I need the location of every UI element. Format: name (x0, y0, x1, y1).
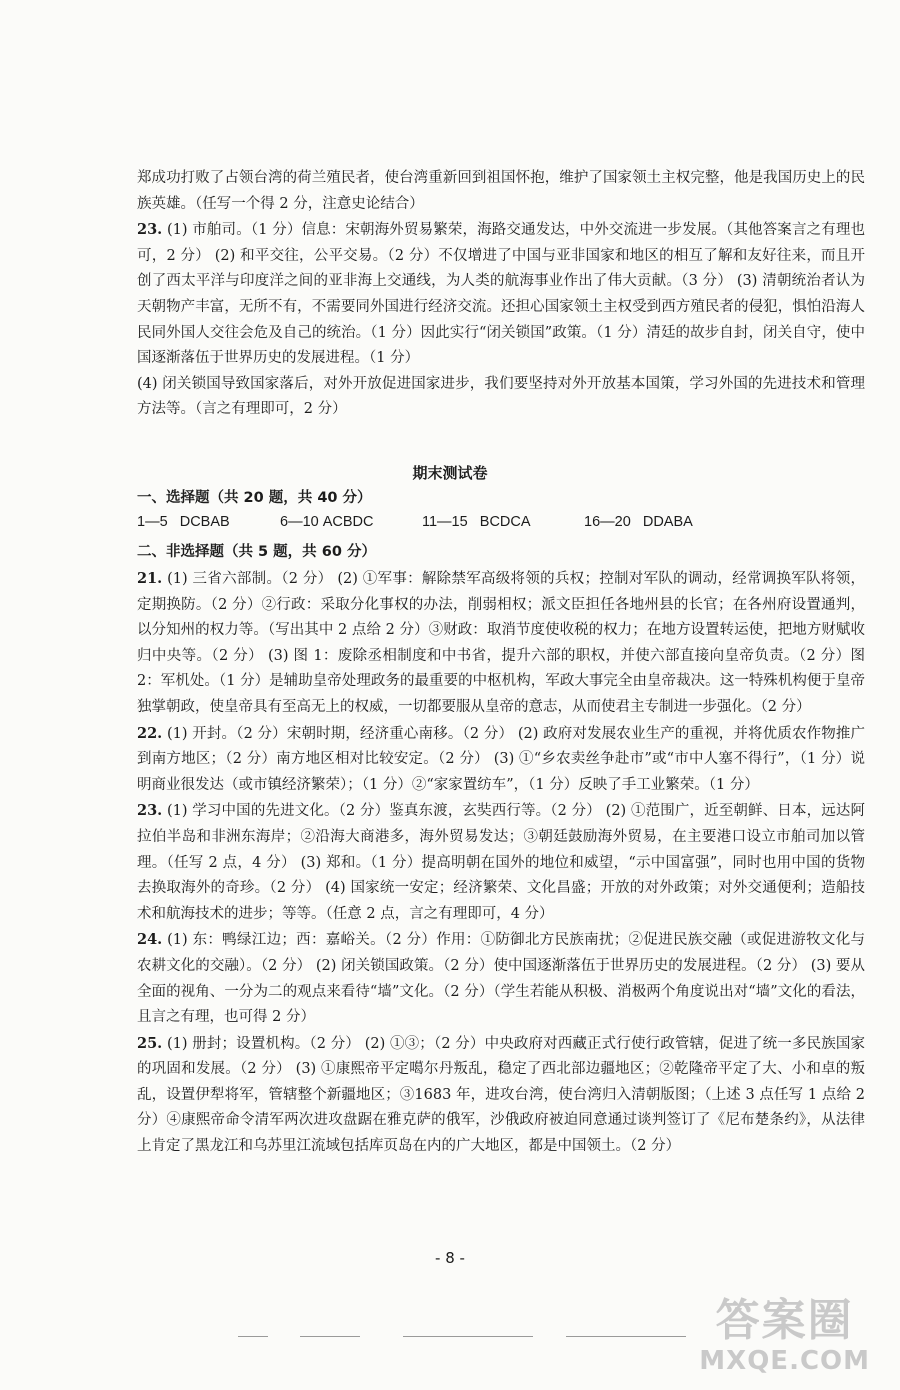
section-heading-nonchoice: 二、非选择题（共 5 题，共 60 分） (137, 544, 376, 560)
watermark-bottom: MXQE.COM (699, 1346, 870, 1376)
choice-letters: ACBDC (322, 514, 374, 530)
answer-text: (1) 三省六部制。（2 分） (2) ①军事：解除禁军高级将领的兵权；控制对军队的调动，经常调换军队将领，定期换防。（2 分）②行政：采取分化事权的办法，削弱相权；派文臣担任各地州县的长官；在各州府设置通判，以分知州的权力等。（写出其中 2 点给 2 分）③财政：取消节度使收税的权力；在地方设置转运使，把地方财赋收归中央等。（2 分） (3) 图 1：废除丞相制度和中书省，提升六部的职权，并使六部直接向皇帝负责。（2 分）图 2：军机处。（1 分）是辅助皇帝处理政务的最重要的中枢机构，军政大事完全由皇帝裁决。这一特殊机构便于皇帝独掌朝政，使皇帝具有至高无上的权威，一切都要服从皇帝的意志，从而使君主专制进一步强化。（2 分） (137, 571, 865, 715)
answer-text: (1) 市舶司。（1 分）信息：宋朝海外贸易繁荣，海路交通发达，中外交流进一步发展。（其他答案言之有理也可，2 分） (2) 和平交往，公平交易。（2 分）不仅增进了中国与亚非国家和地区的相互了解和友好往来，而且开创了西太平洋与印度洋之间的亚非海上交通线，为人类的航海事业作出了伟大贡献。（3 分） (3) 清朝统治者认为天朝物产丰富，无所不有，不需要同外国进行经济交流。还担心国家领土主权受到西方殖民者的侵犯，惧怕沿海人民同外国人交往会危及自己的统治。（1 分）因此实行“闭关锁国”政策。（1 分）清廷的故步自封，闭关自守，使中国逐渐落伍于世界历史的发展进程。（1 分） (137, 222, 865, 367)
exam-title: 期末测试卷 (412, 464, 488, 482)
section-heading-choice: 一、选择题（共 20 题，共 40 分） (137, 490, 372, 506)
answer-q23-prev (137, 217, 865, 372)
question-number: 23. (137, 802, 163, 820)
page-number: - 8 - (435, 1249, 465, 1267)
choice-answer-group (584, 514, 693, 530)
scan-line (566, 1336, 686, 1337)
scan-line (238, 1336, 268, 1337)
answer-item (137, 1031, 865, 1160)
question-number: 23. (137, 221, 163, 239)
answer-text: (1) 册封；设置机构。（2 分） (2) ①③；（2 分）中央政府对西藏正式行使行政管辖，促进了统一多民族国家的巩固和发展。（2 分） (3) ①康熙帝平定噶尔丹叛乱，稳定了西北部边疆地区；②乾隆帝平定了大、小和卓的叛乱，设置伊犁将军，管辖整个新疆地区；③1683 年，进攻台湾，使台湾归入清朝版图；（上述 3 点任写 1 点给 2 分）④康熙帝命令清军两次进攻盘踞在雅克萨的俄军，沙俄政府被迫同意通过谈判签订了《尼布楚条约》，从法律上肯定了黑龙江和乌苏里江流域包括库页岛在内的广大地区，都是中国领土。（2 分） (137, 1035, 865, 1155)
watermark-logo (699, 1296, 870, 1376)
question-number: 22. (137, 724, 163, 742)
answer-q23-part4: (4) 闭关锁国导致国家落后，对外开放促进国家进步，我们要坚持对外开放基本国策，学习外国的先进技术和管理方法等。（言之有理即可，2 分） (137, 375, 865, 418)
choice-answer-group (280, 514, 374, 530)
answer-item (137, 566, 865, 721)
choice-letters: BCDCA (479, 514, 531, 530)
answer-text: (1) 开封。（2 分）宋朝时期，经济重心南移。（2 分） (2) 政府对发展农业生产的重视，并将优质农作物推广到南方地区；（2 分）南方地区相对比较安定。（2 分） (3) ①“乡农卖丝争赴市”或“市中人塞不得行”，（1 分）说明商业很发达（或市镇经济繁荣）；（1 分）②“家家置纺车”，（1 分）反映了手工业繁荣。（1 分） (137, 725, 865, 793)
answer-item (137, 798, 865, 927)
nonchoice-answers (137, 566, 865, 1160)
answer-text: (1) 东：鸭绿江边；西：嘉峪关。（2 分）作用：①防御北方民族南扰；②促进民族交融（或促进游牧文化与农耕文化的交融）。（2 分） (2) 闭关锁国政策。（2 分）使中国逐渐落伍于世界历史的发展进程。（2 分） (3) 要从全面的视角、一分为二的观点来看待“墙”文化。（2 分）（学生若能从积极、消极两个角度说出对“墙”文化的看法，且言之有理，也可得 2 分） (137, 932, 865, 1026)
choice-range: 6—10 (280, 514, 319, 530)
answer-item (137, 927, 865, 1030)
answer-continuation: 郑成功打败了占领台湾的荷兰殖民者，使台湾重新回到祖国怀抱，维护了国家领土主权完整，他是我国历史上的民族英雄。（任写一个得 2 分，注意史论结合） (137, 170, 865, 212)
choice-range: 1—5 (137, 514, 168, 530)
scan-line (403, 1336, 533, 1337)
choice-answer-group (137, 514, 230, 530)
question-number: 25. (137, 1034, 163, 1052)
watermark-top: 答案圈 (715, 1295, 854, 1346)
choice-range: 16—20 (584, 514, 631, 530)
answer-item (137, 721, 865, 799)
previous-answer-block (137, 166, 865, 423)
choice-letters: DDABA (642, 514, 693, 530)
question-number: 24. (137, 931, 163, 949)
choice-letters: DCBAB (179, 514, 230, 530)
choice-answer-group (422, 514, 531, 530)
scan-line (300, 1336, 360, 1337)
choice-range: 11—15 (422, 514, 468, 530)
answer-text: (1) 学习中国的先进文化。（2 分）鉴真东渡，玄奘西行等。（2 分） (2) ①范围广，近至朝鲜、日本，远达阿拉伯半岛和非洲东海岸；②沿海大商港多，海外贸易发达；③朝廷鼓励海外贸易，在主要港口设立市舶司加以管理。（任写 2 点，4 分） (3) 郑和。（1 分）提高明朝在国外的地位和威望，“示中国富强”，同时也用中国的货物去换取海外的奇珍。（2 分） (4) 国家统一安定；经济繁荣、文化昌盛；开放的对外政策；对外交通便利；造船技术和航海技术的进步；等等。（任意 2 点，言之有理即可，4 分） (137, 803, 865, 922)
question-number: 21. (137, 570, 163, 587)
